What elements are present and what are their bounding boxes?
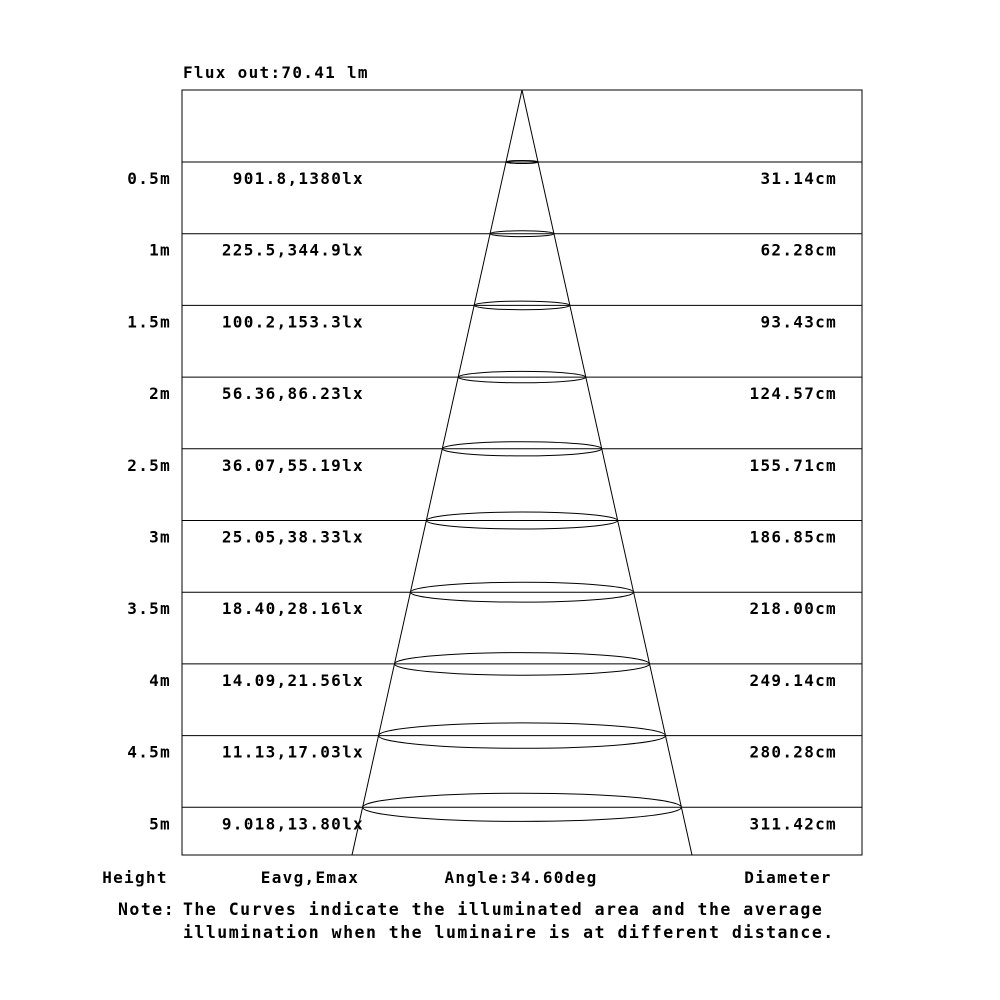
flux-out-label: Flux out:70.41 lm	[183, 63, 369, 82]
row-diameter: 155.71cm	[749, 455, 837, 475]
height-column-label: Height	[102, 868, 168, 887]
row-diameter: 124.57cm	[749, 384, 837, 404]
row-height: 2.5m	[127, 455, 171, 475]
row-height: 0.5m	[127, 169, 171, 188]
diameter-column-label: Diameter	[744, 868, 832, 887]
row-illuminance: 901.8,1380lx	[232, 169, 364, 188]
cone-left-edge	[352, 90, 522, 855]
row-height: 3m	[149, 527, 171, 547]
row-height: 5m	[149, 814, 171, 834]
row-diameter: 218.00cm	[749, 599, 837, 619]
row-illuminance: 14.09,21.56lx	[221, 670, 364, 690]
row-height: 1.5m	[127, 312, 171, 332]
row-height: 3.5m	[127, 599, 171, 619]
row-diameter: 280.28cm	[749, 742, 837, 762]
row-height: 4m	[149, 670, 171, 690]
row-diameter: 31.14cm	[760, 169, 837, 188]
row-illuminance: 36.07,55.19lx	[221, 455, 364, 475]
row-height: 4.5m	[127, 742, 171, 762]
row-illuminance: 11.13,17.03lx	[221, 742, 364, 762]
note-label: Note:	[118, 900, 176, 919]
eavg-emax-column-label: Eavg,Emax	[260, 868, 360, 887]
note-text-line-1: The Curves indicate the illuminated area and the average	[183, 900, 824, 919]
row-illuminance: 56.36,86.23lx	[221, 384, 364, 404]
row-diameter: 62.28cm	[760, 240, 837, 260]
row-height: 2m	[149, 384, 171, 404]
row-illuminance: 100.2,153.3lx	[221, 312, 364, 332]
row-illuminance: 25.05,38.33lx	[221, 527, 364, 547]
cone-right-edge	[522, 90, 692, 855]
row-diameter: 249.14cm	[749, 670, 837, 690]
beam-cone	[352, 90, 692, 855]
row-illuminance: 225.5,344.9lx	[221, 240, 364, 260]
row-height: 1m	[149, 240, 171, 260]
row-illuminance: 18.40,28.16lx	[221, 599, 364, 619]
note-text-line-2: illumination when the luminaire is at different distance.	[183, 923, 835, 942]
row-diameter: 93.43cm	[760, 312, 837, 332]
beam-angle-label: Angle:34.60deg	[444, 868, 598, 887]
row-diameter: 186.85cm	[749, 527, 837, 547]
row-diameter: 311.42cm	[749, 814, 837, 834]
row-illuminance: 9.018,13.80lx	[221, 814, 364, 834]
